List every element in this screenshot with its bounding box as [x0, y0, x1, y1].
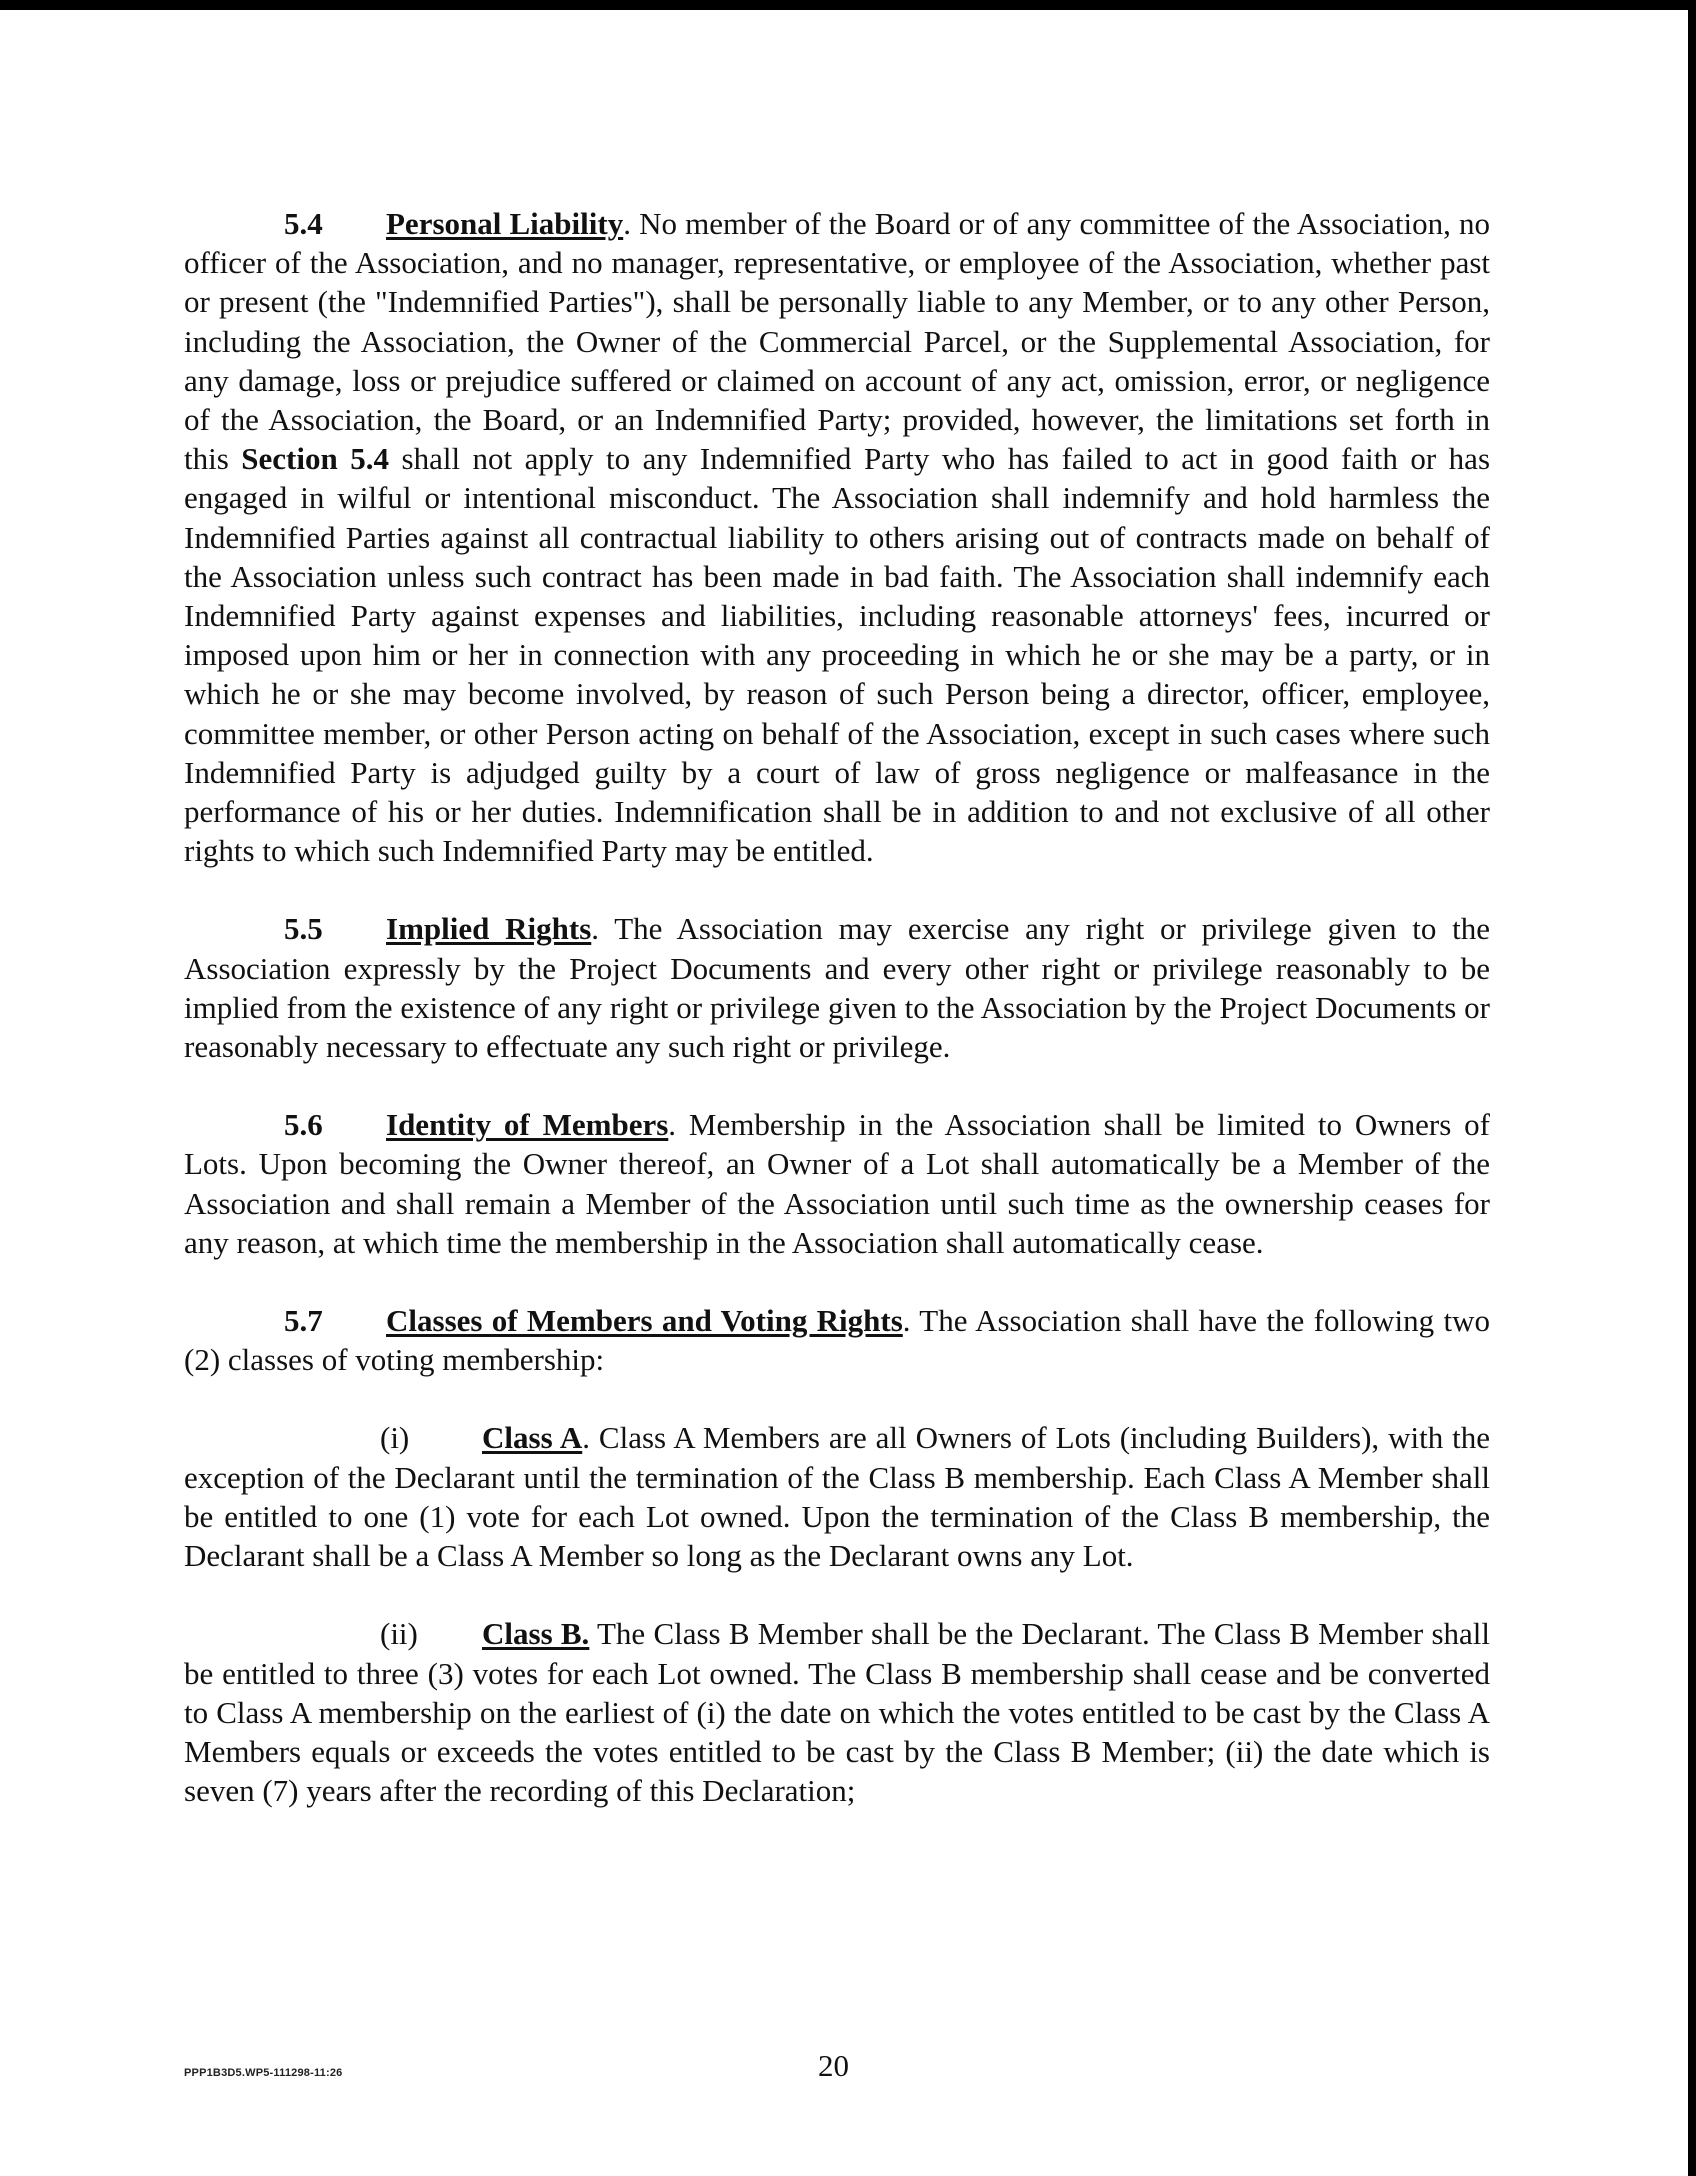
- document-code: PPP1B3D5.WP5-111298-11:26: [184, 2067, 343, 2079]
- section-5-7: [184, 1301, 1490, 1379]
- section-heading: Implied Rights: [386, 911, 592, 947]
- section-number: 5.5: [284, 911, 323, 947]
- section-heading: Classes of Members and Voting Rights: [386, 1303, 903, 1339]
- section-number: 5.6: [284, 1107, 323, 1143]
- subsection-text: . Class A Members are all Owners of Lots (including Builders), with the exception of the Declarant until the termination of the Class B membership. Each Class A Member shall be entitled to one (1) vote for each Lot owned. Upon the termination of the Class B membership, the Declarant shall be a Class A Member so long as the Declarant owns any Lot.: [184, 1420, 1490, 1574]
- section-5-6: [184, 1105, 1490, 1262]
- subsection-number: (i): [380, 1420, 410, 1456]
- section-text: . Membership in the Association shall be limited to Owners of Lots. Upon becoming the Owner thereof, an Owner of a Lot shall automatically be a Member of the Association and shall remain a Member of the Association until such time as the ownership ceases for any reason, at which time the membership in the Association shall automatically cease.: [184, 1107, 1490, 1260]
- section-text: . No member of the Board or of any committee of the Association, no officer of the Association, and no manager, representative, or employee of the Association, whether past or present (the "Indemnified Parties"), shall be personally liable to any Member, or to any other Person, including the Association, the Owner of the Commercial Parcel, or the Supplemental Association, for any damage, loss or prejudice suffered or claimed on account of any act, omission, error, or negligence of the Association, the Board, or an Indemnified Party; provided, however, the limitations set forth in this: [184, 206, 1490, 477]
- section-heading: Personal Liability: [386, 206, 624, 241]
- section-5-4: [184, 204, 1490, 870]
- subsection-class-b: [184, 1614, 1490, 1810]
- section-5-5: [184, 909, 1490, 1066]
- subsection-number: (ii): [380, 1616, 418, 1652]
- section-text: . The Association may exercise any right or privilege given to the Association expressly by the Project Documents and every other right or privilege reasonably to be implied from the existence of any right or privilege given to the Association by the Project Documents or reasonably necessary to effectuate any such right or privilege.: [184, 911, 1490, 1065]
- scan-top-border: [0, 0, 1696, 10]
- subsection-heading: Class A: [482, 1420, 583, 1456]
- subsection-class-a: [184, 1418, 1490, 1575]
- section-reference: Section 5.4: [241, 441, 389, 477]
- section-number: 5.7: [284, 1303, 323, 1339]
- section-number: 5.4: [284, 206, 323, 241]
- document-body: [184, 204, 1490, 1849]
- section-text: . The Association shall have the following two (2) classes of voting membership:: [184, 1303, 1490, 1378]
- section-text: shall not apply to any Indemnified Party who has failed to act in good faith or has engaged in wilful or intentional misconduct. The Association shall indemnify and hold harmless the Indemnified Parties against all contractual liability to others arising out of contracts made on behalf of the Association unless such contract has been made in bad faith. The Association shall indemnify each Indemnified Party against expenses and liabilities, including reasonable attorneys' fees, incurred or imposed upon him or her in connection with any proceeding in which he or she may be a party, or in which he or she may become involved, by reason of such Person being a director, officer, employee, committee member, or other Person acting on behalf of the Association, except in such cases where such Indemnified Party is adjudged guilty by a court of law of gross negligence or malfeasance in the performance of his or her duties. Indemnification shall be in addition to and not exclusive of all other rights to which such Indemnified Party may be entitled.: [184, 441, 1491, 869]
- subsection-heading: Class B.: [482, 1616, 590, 1652]
- page-number: 20: [818, 2048, 849, 2083]
- subsection-text: The Class B Member shall be the Declarant. The Class B Member shall be entitled to three (3) votes for each Lot owned. The Class B membership shall cease and be converted to Class A membership on the earliest of (i) the date on which the votes entitled to be cast by the Class A Members equals or exceeds the votes entitled to be cast by the Class B Member; (ii) the date which is seven (7) years after the recording of this Declaration;: [184, 1616, 1491, 1809]
- scan-right-border: [1688, 0, 1696, 2176]
- section-heading: Identity of Members: [386, 1107, 669, 1143]
